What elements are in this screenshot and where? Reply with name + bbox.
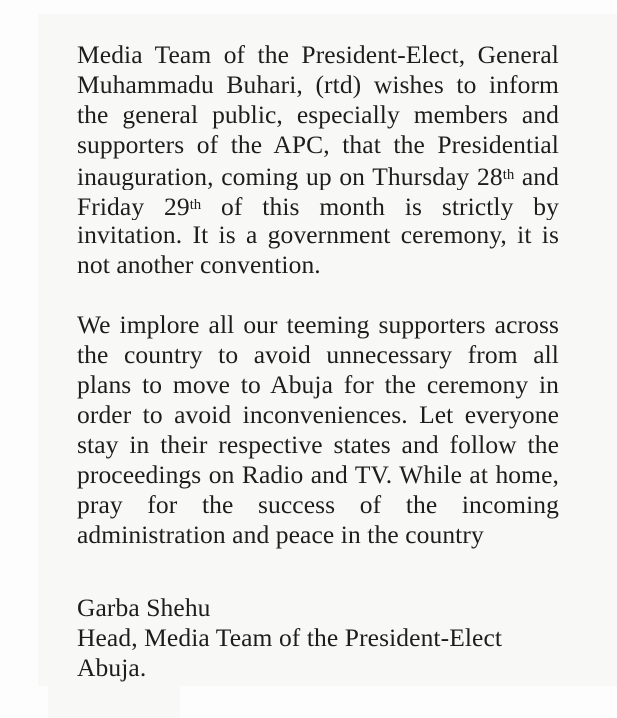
signature-line: Garba Shehu (77, 593, 211, 622)
text-line: supporters of the APC, that the Presidential (77, 130, 559, 159)
text-line: pray for the success of the incoming (77, 490, 559, 519)
text-line: not another convention. (77, 250, 321, 279)
text-line: administration and peace in the country (77, 520, 484, 549)
signature-block (77, 593, 559, 683)
ordinal-superscript: th (502, 167, 515, 183)
text-line: inauguration, coming up on Thursday 28th and (77, 162, 559, 190)
text-line: stay in their respective states and follow the (77, 430, 559, 459)
text-line: order to avoid inconveniences. Let everyone (77, 400, 559, 429)
scan-page-background-foot (48, 684, 180, 718)
text-line: the country to avoid unnecessary from all (77, 340, 559, 369)
text-line: invitation. It is a government ceremony, it is (77, 220, 559, 249)
text-line: proceedings on Radio and TV. While at home, (77, 460, 559, 489)
text-line: Muhammadu Buhari, (rtd) wishes to inform (77, 70, 559, 99)
text-line: Media Team of the President-Elect, General (77, 40, 559, 69)
signature-line: Abuja. (77, 653, 147, 682)
text-line: the general public, especially members and (77, 100, 559, 129)
text-line: We implore all our teeming supporters across (77, 310, 559, 339)
paragraph (77, 310, 559, 550)
paragraph (77, 40, 559, 280)
signature-line: Head, Media Team of the President-Elect (77, 623, 503, 652)
paragraphs-container (77, 40, 559, 550)
text-line: plans to move to Abuja for the ceremony in (77, 370, 559, 399)
ordinal-superscript: th (189, 197, 202, 213)
statement-body (77, 40, 559, 683)
text-line: Friday 29th of this month is strictly by (77, 192, 559, 220)
